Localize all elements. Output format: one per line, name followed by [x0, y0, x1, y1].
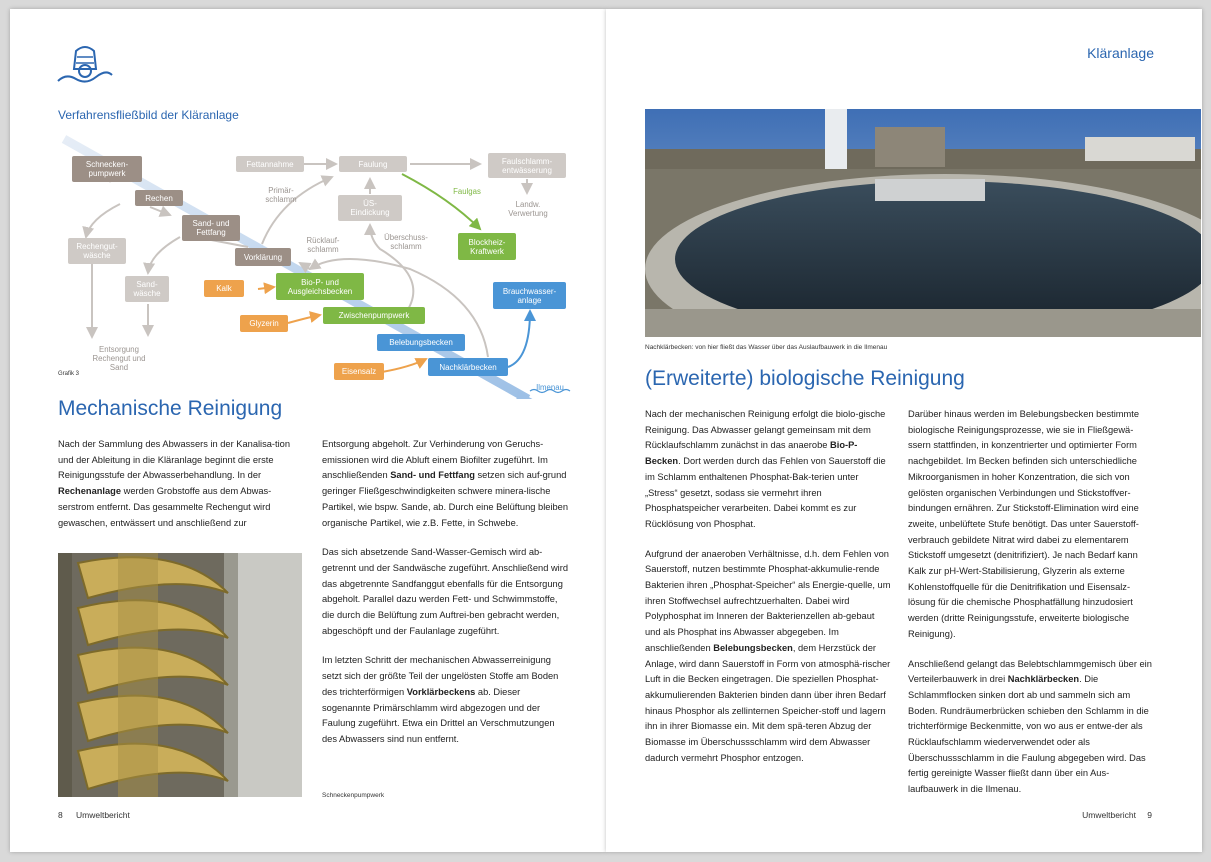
page-header: Kläranlage: [1087, 45, 1154, 61]
photo-nachklaerbecken: [645, 109, 1201, 337]
node-sandwaesche: Sand- wäsche: [125, 276, 169, 302]
label-faulgas: Faulgas: [453, 187, 481, 196]
label-entsorgung: Entsorgung Rechengut und Sand: [92, 345, 146, 372]
paragraph: Nach der mechanischen Reinigung erfolgt die biolo-gische Reinigung. Das Abwasser gelangt gemeinsam mit dem Rücklaufschlamm zunächst in das anaerobe Bio-P-Becken. Dort werden durch das Fehlen von Sauerstoff die im Schlamm enthaltenen Phosphat-Bak-terien unter „Stress“ gesetzt, sodass sie vermehrt ihren Phosphatspeicher verarbeiten. Dabei kommt es zur Rücklösung von Phosphat.: [645, 409, 886, 529]
left-column-2: [322, 437, 568, 762]
node-faulschlammentwaesserung: Faulschlamm- entwässerung: [488, 153, 566, 178]
label-ruecklaufschlamm: Rücklauf- schlamm: [306, 236, 340, 254]
node-rechen: Rechen: [135, 190, 183, 206]
section-title-biologische-reinigung: (Erweiterte) biologische Reinigung: [645, 367, 965, 390]
node-nachklaerbecken: Nachklärbecken: [428, 358, 508, 376]
paragraph: Anschließend gelangt das Belebtschlammgemisch über ein Verteilerbauwerk in drei Nachklärbecken. Die Schlammflocken sinken dort ab und sammeln sich am Boden. Rundräumerbrücken schieben den Schlamm in die trichterförmige Beckenmitte, von wo aus er entwe-der als Rücklaufschlamm wiederverwendet oder als Überschussschlamm in die Faulung abgegeben wird. Das fertig gereinigte Wasser fließt dann über ein Aus-laufbauwerk in die Ilmenau.: [908, 658, 1152, 795]
section-title-mechanische-reinigung: Mechanische Reinigung: [58, 397, 283, 420]
node-eisensalz: Eisensalz: [334, 363, 384, 380]
node-kalk: Kalk: [204, 280, 244, 297]
paragraph: Entsorgung abgeholt. Zur Verhinderung von Geruchs-emissionen wird die Abluft einem Biofilter zugeführt. Im anschließenden Sand- und Fettfang setzen sich auf-grund geringer Fließgeschwindigkeiten schwere minera-lische Partikel, wie bspw. Sande, ab. Durch eine Belüftung bleiben organische Partikel, wie z.B. Fette, in Schwebe.: [322, 439, 569, 528]
left-page: [10, 9, 606, 852]
node-biop-ausgleichsbecken: Bio-P- und Ausgleichsbecken: [276, 273, 364, 300]
photo-schneckenpumpwerk: [58, 553, 302, 797]
label-landw-verwertung: Landw. Verwertung: [508, 200, 548, 218]
photo-caption-schneckenpumpwerk: Schneckenpumpwerk: [322, 792, 385, 799]
node-rechengutwaesche: Rechengut- wäsche: [68, 238, 126, 264]
right-page: [606, 9, 1202, 852]
node-sand-fettfang: Sand- und Fettfang: [182, 215, 240, 241]
paragraph: Aufgrund der anaeroben Verhältnisse, d.h. dem Fehlen von Sauerstoff, nutzen bestimmte Phosphat-akkumulie-rende Bakterien ihren „Phosphat-Speicher“ als Energie-quelle, um ihren Stoffwechsel aufrechtzuerhalten. Dabei wird Polyphosphat im Inneren der Bakterienzellen ab-gebaut und als Phosphat ins Abwasser abgegeben. Im anschließenden Belebungsbecken, dem Herzstück der Anlage, wird dann Sauerstoff in Form von atmosphä-rischer Luft in die Becken eingetragen. Die speziellen Phosphat-akkumulierenden Bakterien binden dann über ihren Bedarf hinaus Phosphor als zellinternen Speicher-stoff und lagern ihn in ihrer Biomasse ein. Mit dem spä-teren Abzug der Biomasse im Überschussschlamm wird dem Abwasser dadurch vermehrt Phosphor entzogen.: [645, 548, 891, 763]
page-number-right: 9: [1147, 810, 1152, 820]
node-ue-eindickung: ÜS- Eindickung: [338, 195, 402, 221]
node-schneckenpumpwerk: Schnecken- pumpwerk: [72, 156, 142, 182]
node-belebungsbecken: Belebungsbecken: [377, 334, 465, 351]
label-ueberschussschlamm: Überschuss- schlamm: [384, 233, 428, 251]
paragraph: Darüber hinaus werden im Belebungsbecken bestimmte biologische Reinigungsprozesse, wie sie in Fließgewä-ssern stattfinden, in konzentrierter und optimierter Form nachgebildet. Im Becken befinden sich unterschiedliche Mikroorganismen in hoher Konzentration, die sich von gelösten organischen Verbindungen und Stickstoffver-bindungen ernähren. Zur Stickstoff-Elimination wird eine zweite, unbelüftete Stufe benötigt. Das unter Sauerstoff-verbrauch gebildete Nitrat wird dabei zu elementarem Stickstoff umgesetzt (denitrifiziert). Je nach Bedarf kann Kalk zur pH-Wert-Stabilisierung, Glyzerin als externe Kohlenstoffquelle für die Denitrifikation und Eisensalz-lösung für die chemische Phosphatfällung hinzudosiert werden (dritte Reinigungsstufe, erweiterte biologische Reinigung).: [908, 409, 1139, 639]
process-flow-diagram: [10, 129, 606, 399]
node-faulung: Faulung: [339, 156, 407, 172]
right-column-1: [645, 407, 891, 780]
photo-caption-nachklaerbecken: Nachklärbecken: von hier fließt das Wasser über das Auslaufbauwerk in die Ilmenau: [645, 344, 888, 351]
label-ilmenau: Ilmenau: [536, 383, 564, 392]
node-vorklaerung: Vorklärung: [235, 248, 291, 266]
node-brauchwasseranlage: Brauchwasser- anlage: [493, 282, 566, 309]
node-blockheizkraftwerk: Blockheiz- Kraftwerk: [458, 233, 516, 260]
footer-label-left: Umweltbericht: [76, 810, 130, 820]
footer-label-right: Umweltbericht: [1082, 810, 1136, 820]
graphic-label: Grafik 3: [58, 371, 80, 377]
logo-icon: [56, 43, 114, 85]
diagram-title: Verfahrensfließbild der Kläranlage: [58, 108, 239, 122]
paragraph: Nach der Sammlung des Abwassers in der Kanalisa-tion und der Ableitung in die Kläranlage beginnt die erste Reinigungsstufe der Abwasserbehandlung. In der Rechenanlage werden Grobstoffe aus dem Abwas-serstrom entfernt. Das gesammelte Rechengut wird gewaschen, entwässert und anschließend zur: [58, 439, 291, 528]
node-fettannahme: Fettannahme: [236, 156, 304, 172]
label-primaerschlamm: Primär- schlamm: [265, 186, 297, 204]
paragraph: Im letzten Schritt der mechanischen Abwasserreinigung setzt sich der größte Teil der ungelösten Stoffe am Boden des trichterförmigen Vorklärbeckens ab. Dieser sogenannte Primärschlamm wird abgezogen und der Faulung zugeführt. Etwa ein Drittel an Verschmutzungen des Abwassers sind nun entfernt.: [322, 655, 559, 744]
node-zwischenpumpwerk: Zwischenpumpwerk: [323, 307, 425, 324]
paragraph: Das sich absetzende Sand-Wasser-Gemisch wird ab-getrennt und der Sandwäsche zugeführt. Anschließend wird das abgetrennte Sandfanggut ebenfalls für die Entsorgung abgeholt. Parallel dazu werden Fett- und Schwimmstoffe, die durch die Belüftung zum Auftrei-ben gebracht werden, abgeschöpft und der Faulanlage zugeführt.: [322, 547, 569, 636]
right-column-2: [908, 407, 1156, 812]
left-column-1: [58, 437, 294, 545]
page-number-left: 8: [58, 810, 63, 820]
node-glyzerin: Glyzerin: [240, 315, 288, 332]
